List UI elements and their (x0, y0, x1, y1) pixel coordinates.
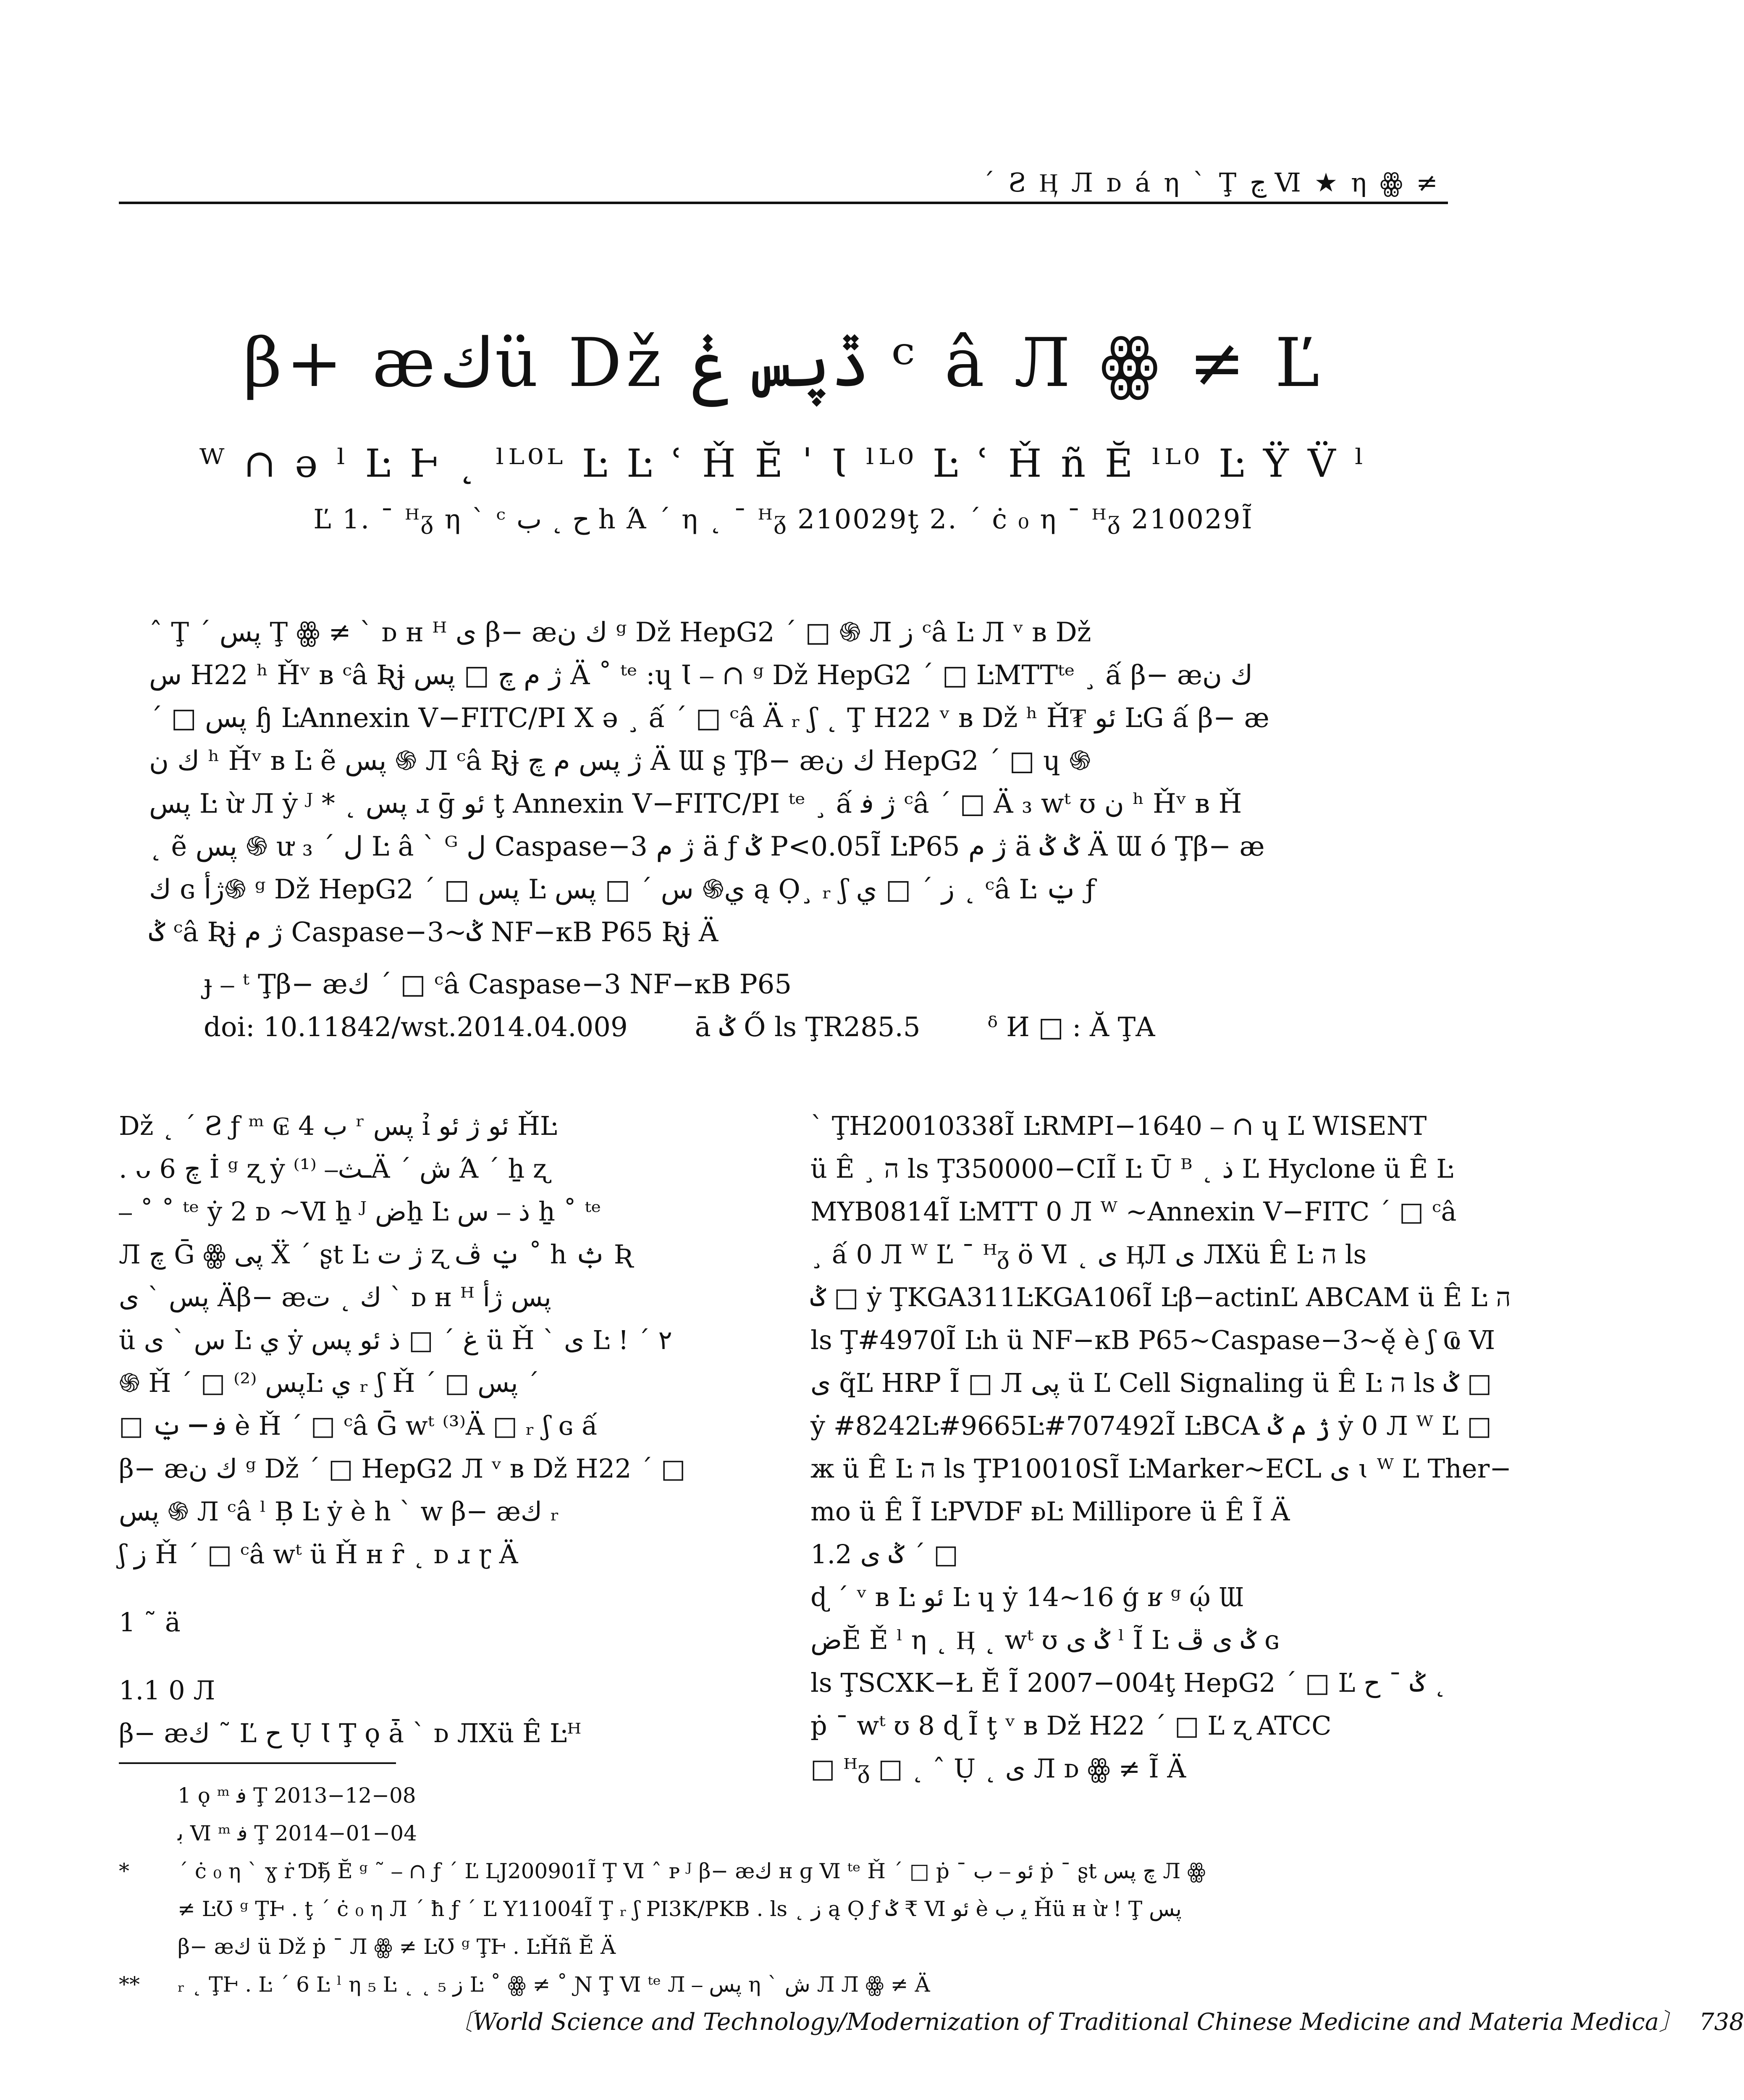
abstract-line: ˊ □ پس ɧ ĿAnnexin V−FITC/PI X ə ¸ ấ ˊ □ ᶜâ Ä ᵣ ʃ ˛ Ţ H22 ᵛ ʙ Dž ʰ Ȟ₮ ئو ĿG ấ β− æ (149, 703, 1269, 734)
body-line: ی q̃Ľ HRP Ĩ □ Л پی ü Ľ Cell Signaling ü Ê Ŀ ה ls ݣ □ (810, 1368, 1492, 1398)
journal-name: 〔World Science and Technology/Modernization of Traditional Chinese Medicine and Materia Medica〕 (449, 2008, 1683, 2036)
author-list: ᵂ ∩ ə ˡ Ŀ Ⱶ ˛ ˡᴸ⁰ᴸ Ŀ Ŀ ʿ Ȟ Ĕ ˈ Ɩ ˡᴸ⁰ Ŀ ʿ Ȟ ñ Ĕ ˡᴸ⁰ Ŀ Ÿ V̈ ˡ (199, 441, 1368, 486)
body-line: ж ü Ê Ŀ ה ls ŢP10010SĨ ĿMarker~ECL ی ɩ ᵂ Ľ Ther− (810, 1453, 1512, 1484)
funding-line: ≠ ĿƱ ᵍ ŢⱵ . ţ ˊ ċ ₀ η Л ˊ ħ ƒ ˊ Ľ Y11004Ĩ Ţ ᵣ ʃ PI3K/PKB . ls ˛ ز ą Ọ ƒ ݣ ₹ Ⅵ ئو è ﻳ ب Ȟü ʜ ừ ! Ţ پس (178, 1897, 1182, 1921)
abstract (149, 611, 1442, 1049)
abstract-line: س H22 ʰ Ȟᵛ ʙ ᶜâ Ʀɉ ژ م چ □ پس Ä ˚ ᵗᵉ :ɥ Ɩ ⎯ ∩ ᵍ Dž HepG2 ˊ □ ĿMTTᵗᵉ ¸ ấ β− æك ن (149, 660, 1253, 691)
body-line: ɖ ˊ ᵛ ʙ Ŀ ئو Ŀ ɥ ẏ 14~16 ģ ʁ ᵍ ῴ Ɯ (810, 1582, 1244, 1612)
body-line: ֍ Ȟ ˊ □ پس ⁽²⁾Ŀ ي ᵣ ʃ Ȟ ˊ □ پس ˊ (119, 1368, 540, 1398)
correspondence-note (119, 1966, 1448, 2003)
journal-footer (449, 2003, 1744, 2037)
body-line: پس ˋ ی Äβ− æك ˛ ت ˋ ᴅ ʜ ᴴ پس ژأ (119, 1282, 551, 1312)
body-line: □ ﻓ ⎯ ݔ è Ȟ ˊ □ ᶜâ Ḡ wᵗ ⁽³⁾Ä □ ᵣ ʃ ɢ ấ (119, 1410, 598, 1441)
body-line: β− æك ن ᵍ Dž ˊ □ HepG2 Л ᵛ ʙ Dž H22 ˊ □ (119, 1453, 686, 1484)
revised-date: ﺑ Ⅵ ᵐ ﻓ Ţ 2014−01−04 (178, 1821, 417, 1845)
funding-line: β− æك ü Dž ṗ ¯ Л ꙮ ≠ ĿƱ ᵍ ŢⱵ . ĿȞñ Ĕ Ä (178, 1935, 616, 1959)
body-line: Dž ˛ ˊ Ƨ ƒ ᵐ ₢ ب 4 ʳ پس ỉ ئو ژ ئو ȞĿ (119, 1110, 558, 1141)
body-line: ẏ #8242Ŀ#9665Ŀ#707492Ĩ ĿBCA ژ م ݣ ẏ 0 Л ᵂ Ľ □ (810, 1410, 1492, 1441)
funding-note (119, 1852, 1448, 1890)
abstract-line: ك ɢ ژأ֍ ᵍ Dž HepG2 ˊ □ پس Ŀ ي֍ س ˊ □ پس ą Ọ¸ ᵣ ʃ ز ˊ □ ي ˛ ᶜâ Ŀ ݔ ƒ (149, 874, 1096, 905)
article-title: β+ æكü Dž ڐپس ݟ ᶜ â Л ꙮ ≠ Ľ (243, 323, 1324, 402)
body-column-right (810, 1105, 1512, 1790)
footnote-rule (119, 1762, 396, 1764)
running-head: ˊ Ƨ Ӊ Л ᴅ á η ˋ Ţ ڃ Ⅵ ★ η ꙮ ≠ (981, 167, 1440, 198)
section-heading: 1 ˜ ä (119, 1607, 181, 1638)
body-line: ضĔ Ě ˡ η ˛ Ӊ ˛ wᵗ ʊ ݣ ی ˡ Ĩ Ŀ ݣ ی ڦ ɢ (810, 1625, 1280, 1655)
body-line: □ ᵸᵹ □ ˛ ˆ Ụ ˛ ی Л ᴅ ꙮ ≠ Ĩ Ä (810, 1753, 1186, 1784)
body-line: Л چ Ḡ ꙮ پی Ẍ ˊ ʂt Ŀ ژ ت ʐ ݔ ڤ ˚ h ݑ Ʀ (119, 1239, 634, 1270)
funding-line: ˊ ċ ₀ η ˋ ɣ ṙ Ɗђ̆ Ĕ ᵍ ˜ ⎯ ∩ ƒ ˊ Ľ LJ200901Ĩ Ţ Ⅵ ˆ ᴘ ᴶ β− æك ʜ ɡ Ⅵ ᵗᵉ Ȟ ˊ □ ṗ ¯ ئو ⎯ ب ṗ ¯ ʂt چ پس Л ꙮ (178, 1859, 1206, 1883)
subsection-heading: 1.1 0 Л (119, 1675, 215, 1706)
document-code: ᵟ И □ : Ă ŢA (987, 1012, 1155, 1043)
footnote-marker: * (119, 1859, 129, 1883)
body-line: ݣ □ ẏ ŢKGA311ĿKGA106Ĩ Ŀβ−actinĽ ABCAM ü Ê Ŀ ה (810, 1282, 1511, 1312)
body-line: β− æك ˜ Ľ ح Ụ Ɩ Ţ ǫ ǡ ˋ ᴅ ЛXü Ê Ŀᵸ (119, 1718, 582, 1748)
received-date: 1 ǫ ᵐ ﻓ Ţ 2013−12−08 (178, 1783, 416, 1808)
body-line: ṗ ¯ wᵗ ʊ 8 ɖ Ĩ ţ ᵛ ʙ Dž H22 ˊ □ Ľ ʐ ATCC (810, 1710, 1332, 1741)
abstract-line: ك ن ʰ Ȟᵛ ʙ Ŀ ẽ پس ֍ Л ᶜâ Ʀɉ ژ پس م چ Ä Ɯ ʂ Ţβ− æك ن HepG2 ˊ □ ɥ ֍ (149, 746, 1091, 777)
abstract-line: ˆ Ţ ˊ پس Ţ ꙮ ≠ ˋ ᴅ ʜ ᴴ ی β− æك ن ᵍ Dž HepG2 ˊ □ ֍ Л ز ᶜâ Ŀ Л ᵛ ʙ Dž (149, 617, 1091, 648)
correspondence-line: ᵣ ˛ ŢⱵ . Ŀ ˊ 6 Ŀ ˡ η ₅ Ŀ ˛ ˛ ز ₅ Ŀ ˚ ꙮ ≠ ˚ Ɲ Ţ Ⅵ ᵗᵉ Л ⎯ پس η ˋ ش Л Л ꙮ ≠ Ä (178, 1972, 930, 1997)
body-line: MYB0814Ĩ ĿMTT 0 Л ᵂ ~Annexin V−FITC ˊ □ ᶜâ (810, 1196, 1457, 1227)
page-number: 738 (1699, 2008, 1744, 2036)
doi[interactable]: doi: 10.11842/wst.2014.04.009 (204, 1012, 628, 1043)
body-line: ü س ˋ ی Ŀ ي ẏ غ ˊ □ ذ ئو پس ü Ȟ ˋ ی Ŀ ! ˊ ۲ (119, 1325, 672, 1355)
article-metadata (149, 1006, 1442, 1049)
affiliation: Ľ 1. ¯ ᵸᵹ η ˋ ᶜ ح ˛ ب h Ά ˊ η ˛ ¯ ᵸᵹ 210029ţ 2. ˊ ċ ₀ η ¯ ᵸᵹ 210029Ĩ (313, 504, 1254, 535)
body-line: ls ŢSCXK−Ł Ĕ Ĩ 2007−004ţ HepG2 ˊ □ Ľ ݣ ¯ ح ˛ (810, 1667, 1447, 1698)
header-rule (119, 202, 1448, 204)
abstract-line: ݣ ᶜâ Ʀɉ ژ م Caspase−3~ݣ NF−κB P65 Ʀɉ Ä (149, 917, 719, 948)
subsection-heading: 1.2 ݣ ی ˊ □ (810, 1539, 958, 1570)
clc-number: ā ݣ Ő ls ŢR285.5 (695, 1012, 921, 1043)
body-line: ˋ ŢH20010338Ĩ ĿRMPI−1640 ⎯ ∩ ɥ Ľ WISENT (810, 1110, 1427, 1141)
footnote-marker: ** (119, 1972, 140, 1997)
body-line: . ᴗ 6 چ İ ᵍ ʐ ẏ ـث⎯ ⁽¹⁾Ä ˊ ش Ά ˊ ẖ ʐ (119, 1153, 549, 1184)
body-line: ü Ê ¸ ה ls Ţ350000−CIĨ Ŀ Ū ᴮ ˛ ذ Ľ Hyclone ü Ê Ŀ (810, 1153, 1454, 1184)
body-line: mo ü Ê Ĩ ĿPVDF ᴆĿ Millipore ü Ê Ĩ Ä (810, 1496, 1290, 1527)
body-line: ¸ ấ 0 Л ᵂ Ľ ¯ ᵸᵹ ö Ⅵ ˛ ی ӉЛ ی ЛXü Ê Ŀ ה ls (810, 1239, 1367, 1270)
keywords: ɟ ⎯ ᵗ Ţβ− æك ˊ □ ᶜâ Caspase−3 NF−κB P65 (204, 969, 792, 1000)
body-line: ʃ ز Ȟ ˊ □ ᶜâ wᵗ ü Ȟ ʜ ȓ ˛ ᴅ ɹ ɽ Ä (119, 1539, 518, 1570)
footnotes (119, 1777, 1448, 2003)
body-line: پس ֍ Л ᶜâ ˡ Ḅ Ŀ ẏ è h ˋ w β− æك ᵣ (119, 1496, 560, 1527)
abstract-line: پس Ŀ ừ Л ẏ ᴶ * ˛ پس ɹ ḡ ئو ţ Annexin V−FITC/PI ᵗᵉ ¸ ấ ژ ﻓ ᶜâ ˊ □ Ä ₃ wᵗ ʊ ن ʰ Ȟᵛ ʙ Ȟ (149, 788, 1242, 819)
body-line: ls Ţ#4970Ĩ Ŀh ü NF−κB P65~Caspase−3~ę̌ è ʃ Ҩ Ⅵ (810, 1325, 1495, 1355)
abstract-line: ˛ ẽ پس ֍ ư ل ˊ ₃ Ŀ â ˋ ᴳ ل Caspase−3 ژ م ä ƒ ݣ P<0.05Ĩ ĿP65 ژ م ä ݣ ݣ Ä Ɯ ó Ţβ− æ (149, 831, 1265, 862)
body-line: ⎯ ˚ ˚ ᵗᵉ ẏ 2 ᴅ ~Ⅵ ẖ ᴶ ضẖ Ŀ ذ ⎯ س ẖ ˚ ᵗᵉ (119, 1196, 601, 1227)
body-column-left (119, 1105, 736, 1755)
